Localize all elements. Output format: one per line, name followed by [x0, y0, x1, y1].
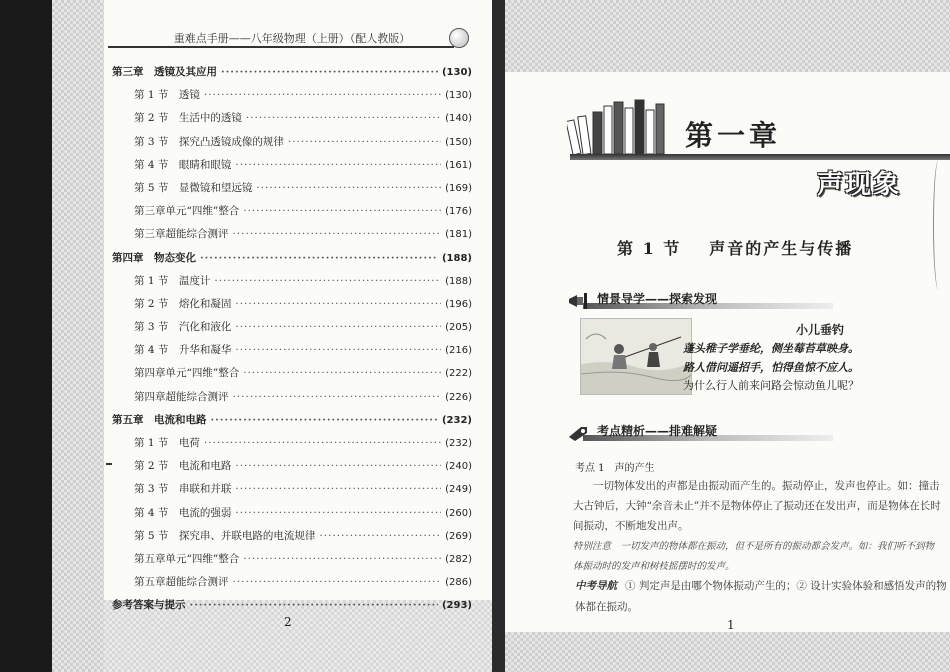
toc-page-number: (249) — [445, 484, 472, 496]
toc-leader-dots — [288, 136, 441, 148]
toc-row — [112, 296, 472, 319]
toc-page-number: (188) — [441, 252, 472, 264]
toc-page-number: (216) — [445, 345, 472, 357]
toc-leader-dots — [233, 576, 442, 588]
banner-scenario-text: 情景导学——探索发现 — [597, 292, 718, 306]
toc-row — [112, 435, 472, 458]
toc-page-number: (222) — [445, 368, 472, 380]
right-page-bottom-texture — [505, 632, 950, 672]
toc-page-number: (140) — [445, 113, 472, 125]
toc-row — [112, 597, 472, 620]
toc-label: 参考答案与提示 — [112, 599, 186, 612]
chapter-title: 第一章 — [685, 119, 782, 152]
toc-label: 第 2 节 电流和电路 — [134, 460, 232, 473]
toc-page-number: (286) — [445, 577, 472, 589]
toc-leader-dots — [235, 460, 441, 472]
banner-scenario — [567, 291, 837, 311]
page-curve-decoration — [933, 160, 944, 290]
toc-leader-dots — [204, 89, 441, 101]
toc-leader-dots — [190, 599, 438, 611]
toc-label: 第 4 节 电流的强弱 — [134, 506, 232, 519]
poem-line: 蓬头稚子学垂纶，侧坐莓苔草映身。 — [683, 342, 859, 355]
toc-label: 第 3 节 汽化和液化 — [134, 321, 232, 334]
toc-leader-dots — [319, 530, 441, 542]
toc-row — [112, 64, 472, 87]
toc-page-number: (169) — [445, 182, 472, 194]
page-number-right: 1 — [727, 618, 735, 632]
toc-page-number: (293) — [441, 600, 472, 612]
toc-leader-dots — [243, 553, 441, 565]
key-point-heading: 考点 1 声的产生 — [575, 463, 655, 474]
toc-row — [112, 157, 472, 180]
toc-page-number: (161) — [445, 159, 472, 171]
toc-row — [112, 319, 472, 342]
banner-key-points — [567, 423, 837, 443]
running-head: 重难点手册——八年级物理（上册）（配人教版） — [173, 32, 411, 45]
toc-label: 第 3 节 探究凸透镜成像的规律 — [134, 135, 284, 148]
horn-icon — [567, 291, 591, 311]
toc-page-number: (232) — [445, 438, 472, 449]
book-gutter — [492, 0, 505, 672]
toc-leader-dots — [246, 112, 441, 124]
toc-row — [112, 226, 472, 249]
toc-leader-dots — [235, 159, 441, 171]
toc-page-number: (176) — [445, 206, 472, 218]
toc-leader-dots — [235, 344, 441, 356]
toc-label: 第三章单元“四维”整合 — [134, 205, 240, 218]
toc-page-number: (188) — [445, 275, 472, 287]
toc-page-number: (282) — [445, 553, 472, 565]
toc-label: 第 4 节 升华和凝华 — [134, 344, 232, 357]
toc-leader-dots — [200, 252, 438, 264]
poem-line: 路人借问遥招手，怕得鱼惊不应人。 — [683, 361, 859, 374]
toc-label: 第 3 节 串联和并联 — [134, 483, 232, 496]
fishing-child-illustration — [580, 318, 692, 395]
toc-leader-dots — [243, 367, 441, 379]
toc-leader-dots — [235, 298, 441, 310]
toc-leader-dots — [243, 205, 441, 217]
chapter-rule — [570, 154, 950, 160]
rocket-icon — [567, 423, 591, 443]
toc-page-number: (269) — [445, 530, 472, 542]
chapter-subtitle: 声现象 — [817, 170, 902, 200]
toc-label: 第 4 节 眼睛和眼镜 — [134, 158, 232, 171]
toc-row — [112, 134, 472, 157]
books-icon — [567, 98, 677, 156]
special-note: 特别注意 一切发声的物体都在振动，但不是所有的振动都会发声。如：我们听不到物体振动时的发声和树枝摇摆时的发声。 — [573, 541, 935, 572]
toc-page-number: (130) — [445, 90, 472, 102]
running-head-rule — [108, 46, 454, 48]
toc-row — [112, 412, 472, 435]
toc-leader-dots — [235, 483, 441, 495]
toc-row — [112, 458, 472, 481]
toc-leader-dots — [221, 66, 438, 78]
toc-leader-dots — [235, 507, 441, 519]
exam-guide — [575, 576, 947, 618]
toc-label: 第 1 节 温度计 — [134, 274, 211, 287]
left-page-texture — [52, 0, 104, 672]
toc-row — [112, 203, 472, 226]
toc-label: 第五章 电流和电路 — [112, 413, 207, 426]
toc-label: 第四章 物态变化 — [112, 251, 196, 264]
right-page-top-texture — [505, 0, 950, 72]
toc-leader-dots — [256, 182, 441, 194]
body-paragraph: 一切物体发出的声都是由振动而产生的。振动停止，发声也停止。如：撞击大古钟后，大钟“余音未止”并不是物体停止了振动还在发出声，而是物体在长时间振动，不断地发出声。 — [573, 480, 941, 532]
toc-leader-dots — [214, 275, 441, 287]
toc-page-number: (150) — [445, 136, 472, 148]
right-page — [505, 0, 950, 672]
toc-label: 第三章 透镜及其应用 — [112, 66, 217, 78]
poem-question: 为什么行人前来问路会惊动鱼儿呢？ — [683, 379, 859, 392]
toc-label: 第五章单元“四维”整合 — [134, 552, 240, 565]
exam-guide-text: ① 判定声是由哪个物体振动产生的；② 设计实验体验和感悟发声的物体都在振动。 — [575, 580, 947, 613]
toc-row — [112, 574, 472, 597]
poem-title: 小儿垂钓 — [795, 323, 844, 337]
toc-page-number: (240) — [445, 461, 472, 473]
left-page — [52, 0, 492, 672]
section-heading — [617, 236, 853, 259]
toc-leader-dots — [235, 321, 441, 333]
toc-page-number: (205) — [445, 322, 472, 334]
toc-page-number: (232) — [441, 414, 472, 426]
page-number-left: 2 — [284, 615, 292, 629]
toc-leader-dots — [233, 228, 442, 240]
toc-row — [112, 250, 472, 273]
toc-label: 第四章超能综合测评 — [134, 390, 229, 403]
table-of-contents — [112, 64, 472, 621]
toc-page-number: (226) — [445, 391, 472, 403]
toc-row — [112, 273, 472, 296]
toc-label: 第 1 节 透镜 — [134, 89, 200, 102]
toc-row — [112, 389, 472, 412]
section-title: 声音的产生与传播 — [709, 239, 854, 258]
toc-label: 第 1 节 电荷 — [134, 437, 200, 449]
toc-label: 第三章超能综合测评 — [134, 228, 229, 241]
toc-row — [112, 481, 472, 504]
toc-row — [112, 180, 472, 203]
toc-row — [112, 365, 472, 388]
toc-label: 第 2 节 生活中的透镜 — [134, 112, 242, 125]
toc-label: 第 5 节 显微镜和望远镜 — [134, 181, 253, 194]
toc-label: 第 2 节 熔化和凝固 — [134, 297, 232, 310]
toc-leader-dots — [204, 437, 441, 449]
toc-page-number: (196) — [445, 298, 472, 310]
toc-row — [112, 342, 472, 365]
toc-label: 第四章单元“四维”整合 — [134, 367, 240, 380]
toc-label: 第 5 节 探究串、并联电路的电流规律 — [134, 529, 316, 542]
circle-icon — [449, 28, 469, 48]
toc-row — [112, 87, 472, 110]
banner-key-points-text: 考点精析——排难解疑 — [597, 424, 718, 438]
exam-guide-label: 中考导航 — [575, 580, 617, 592]
toc-row — [112, 528, 472, 551]
toc-label: 第五章超能综合测评 — [134, 576, 229, 589]
section-number: 第 1 节 — [617, 239, 682, 258]
toc-page-number: (130) — [441, 67, 472, 78]
toc-row — [112, 551, 472, 574]
toc-row — [112, 505, 472, 528]
toc-leader-dots — [211, 414, 438, 426]
toc-leader-dots — [233, 391, 442, 403]
toc-page-number: (181) — [445, 229, 472, 241]
toc-page-number: (260) — [445, 507, 472, 519]
toc-row — [112, 110, 472, 133]
